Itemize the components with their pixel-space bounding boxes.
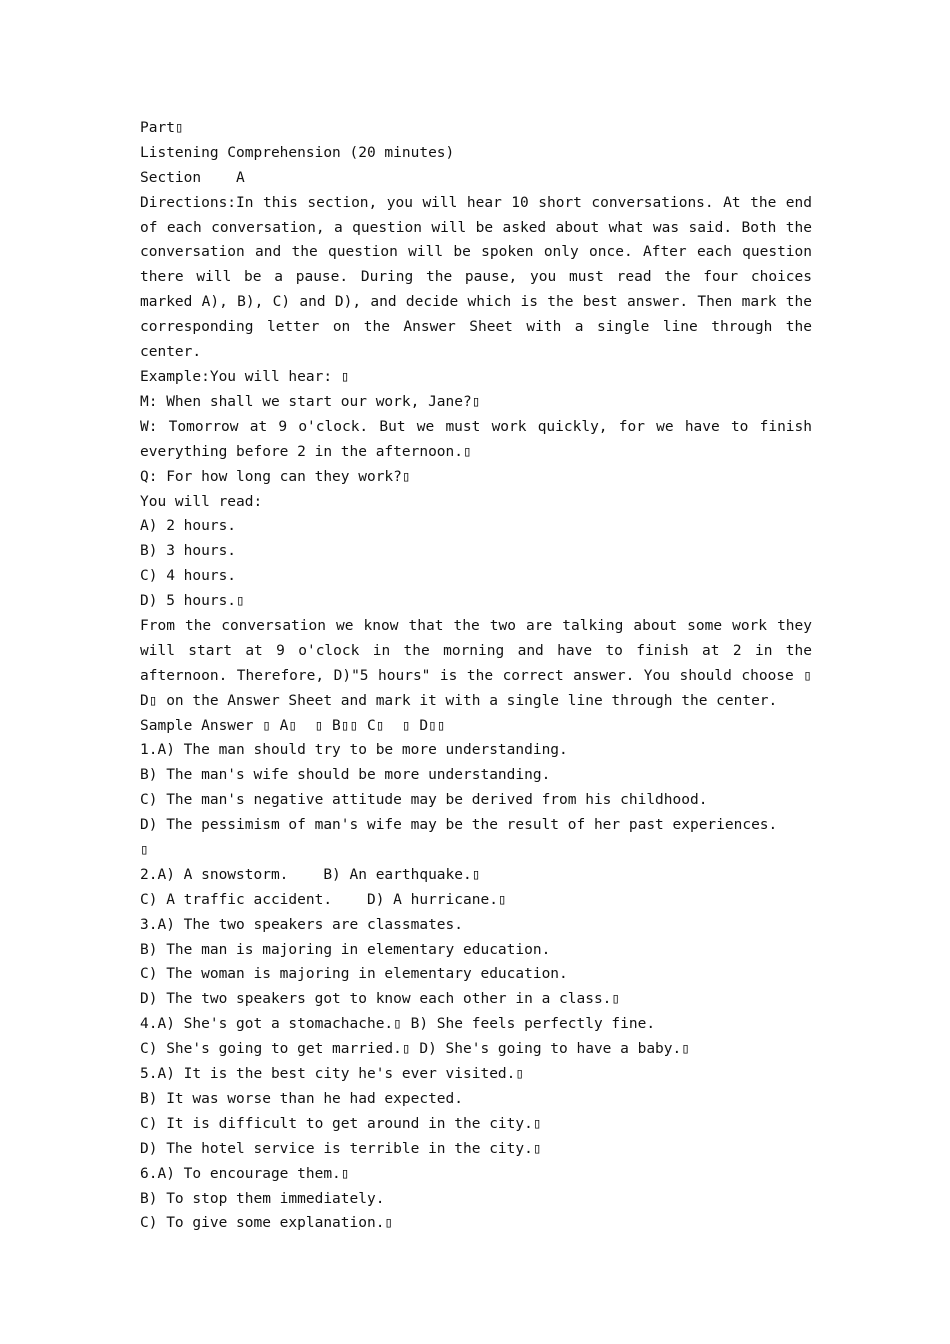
example-option: C) 4 hours.	[140, 568, 237, 585]
question-line: 2.A) A snowstorm. B) An earthquake.▯	[140, 866, 481, 883]
question-line: C) The woman is majoring in elementary education.	[140, 966, 568, 983]
example-read-label: You will read:	[140, 493, 263, 510]
sample-answer: Sample Answer ▯ A▯ ▯ B▯▯ C▯ ▯ D▯▯	[140, 717, 446, 734]
question-line: D) The hotel service is terrible in the city.▯	[140, 1140, 542, 1157]
example-option: A) 2 hours.	[140, 518, 237, 535]
example-question: Q: For how long can they work?▯	[140, 468, 411, 485]
question-line: B) It was worse than he had expected.	[140, 1090, 464, 1107]
example-man-line: M: When shall we start our work, Jane?▯	[140, 393, 481, 410]
question-line: B) The man is majoring in elementary education.	[140, 941, 551, 958]
directions-paragraph: Directions:In this section, you will hear 10 short conversations. At the end of each conversation, a question will be asked about what was said. Both the conversation and the question will be spoken only once. After each question there will be a pause. During the pause, you must read the four choices marked A), B), C) and D), and decide which is the best answer. Then mark the corresponding letter on the Answer Sheet with a single line through the center.	[140, 194, 812, 361]
question-line: 4.A) She's got a stomachache.▯ B) She feels perfectly fine.	[140, 1016, 656, 1033]
section-label: Section A	[140, 169, 245, 186]
example-woman-line: W: Tomorrow at 9 o'clock. But we must work quickly, for we have to finish everything before 2 in the afternoon.▯	[140, 418, 812, 460]
question-line: C) A traffic accident. D) A hurricane.▯	[140, 891, 507, 908]
question-line: 5.A) It is the best city he's ever visited.▯	[140, 1066, 525, 1083]
section-title: Listening Comprehension (20 minutes)	[140, 144, 455, 161]
question-line: 1.A) The man should try to be more understanding.	[140, 742, 568, 759]
example-option: B) 3 hours.	[140, 543, 237, 560]
document-page	[140, 116, 812, 1236]
question-line: 6.A) To encourage them.▯	[140, 1165, 350, 1182]
question-line: D) The pessimism of man's wife may be the result of her past experiences.	[140, 817, 778, 834]
question-line: 3.A) The two speakers are classmates.	[140, 916, 464, 933]
question-line: C) To give some explanation.▯	[140, 1215, 394, 1232]
example-explanation: From the conversation we know that the two are talking about some work they will start at 9 o'clock in the morning and have to finish at 2 in the afternoon. Therefore, D)"5 hours" is the correct answer. You should choose ▯ D▯ on the Answer Sheet and mark it with a single line through the center.	[140, 617, 812, 709]
example-option: D) 5 hours.▯	[140, 593, 245, 610]
question-line: B) To stop them immediately.	[140, 1190, 385, 1207]
question-line: ▯	[140, 842, 149, 859]
example-intro: Example:You will hear: ▯	[140, 369, 350, 386]
question-line: B) The man's wife should be more understanding.	[140, 767, 551, 784]
part-heading: Part▯	[140, 120, 184, 136]
question-line: D) The two speakers got to know each other in a class.▯	[140, 991, 621, 1008]
question-line: C) It is difficult to get around in the city.▯	[140, 1115, 542, 1132]
question-line: C) She's going to get married.▯ D) She's going to have a baby.▯	[140, 1041, 690, 1058]
question-line: C) The man's negative attitude may be derived from his childhood.	[140, 792, 708, 809]
